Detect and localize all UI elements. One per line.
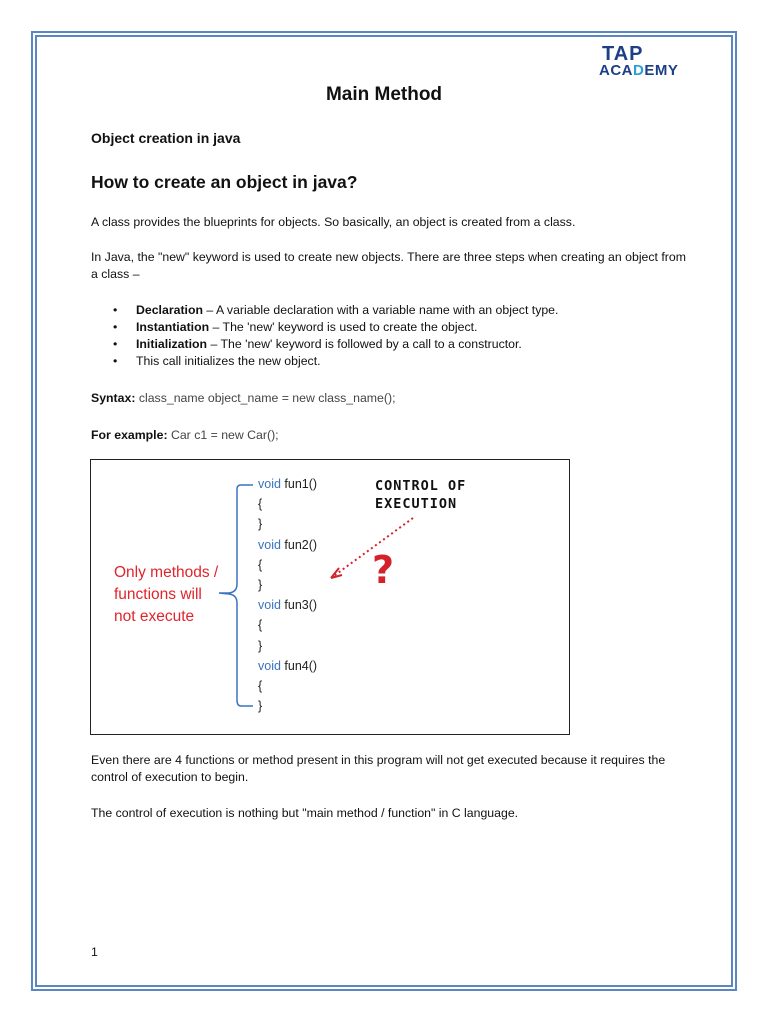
code-figure <box>90 459 570 735</box>
arrow-head <box>331 568 342 578</box>
paragraph-4: The control of execution is nothing but "main method / function" in C language. <box>91 806 519 820</box>
section-heading: How to create an object in java? <box>91 172 358 192</box>
list-item: • Instantiation – The 'new' keyword is used to create the object. <box>113 319 558 336</box>
code-line: { <box>258 618 263 633</box>
code-line: { <box>258 497 263 512</box>
brace-shape <box>219 485 253 706</box>
subheading: Object creation in java <box>91 130 241 146</box>
code-line: { <box>258 679 263 693</box>
list-item: • This call initializes the new object. <box>113 353 558 370</box>
code-line: { <box>258 557 263 572</box>
code-line: } <box>258 578 263 592</box>
paragraph-2: In Java, the "new" keyword is used to create new objects. There are three steps when creating an object from a class – <box>91 250 686 281</box>
steps-list <box>113 302 558 370</box>
paragraph-1: A class provides the blueprints for objects. So basically, an object is created from a class. <box>91 215 576 229</box>
question-mark: ? <box>372 548 395 592</box>
code-line: } <box>258 517 263 532</box>
tap-academy-logo <box>599 45 684 81</box>
code-line: void fun3() <box>258 598 318 613</box>
code-line: } <box>258 638 263 653</box>
list-item: • Initialization – The 'new' keyword is followed by a call to a constructor. <box>113 336 558 353</box>
paragraph-3: Even there are 4 functions or method present in this program will not get executed because it requires the control of execution to begin. <box>91 753 666 784</box>
annotation-line: CONTROL OF <box>375 478 467 494</box>
page-number: 1 <box>91 945 98 959</box>
label-line: not execute <box>114 608 195 625</box>
code-line: } <box>258 699 263 714</box>
label-line: functions will <box>114 586 202 603</box>
page-title: Main Method <box>325 84 443 105</box>
code-line: void fun4() <box>258 658 318 673</box>
code-line: void fun1() <box>258 477 318 491</box>
annotation-line: EXECUTION <box>375 496 458 512</box>
logo-line2: ACADEMY <box>599 62 679 79</box>
label-line: Only methods / <box>114 564 219 581</box>
syntax-line: Syntax: class_name object_name = new class_name(); <box>91 391 396 405</box>
list-item: • Declaration – A variable declaration with a variable name with an object type. <box>113 302 558 319</box>
code-line: void fun2() <box>258 537 318 552</box>
logo-line1: TAP <box>602 43 644 65</box>
example-line: For example: Car c1 = new Car(); <box>91 428 279 442</box>
